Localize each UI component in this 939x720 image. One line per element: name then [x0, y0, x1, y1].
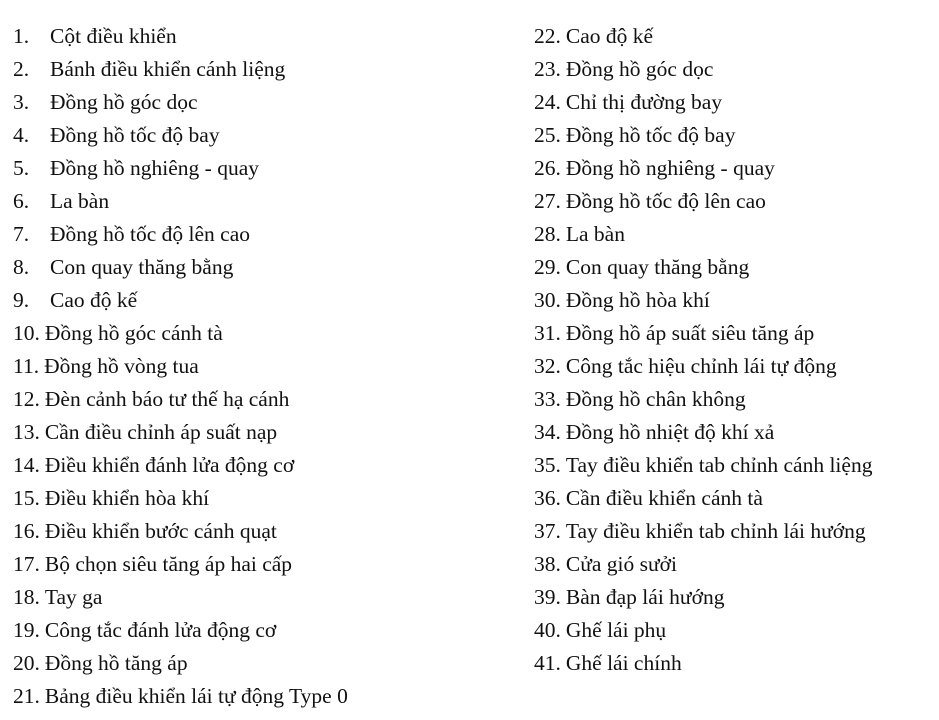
item-number: 40.	[534, 618, 561, 642]
list-item	[534, 383, 934, 416]
item-label: Đồng hồ nghiêng - quay	[50, 156, 259, 180]
list-item	[13, 185, 513, 218]
list-item	[13, 317, 513, 350]
item-label: Đồng hồ góc cánh tà	[44, 321, 223, 345]
item-number: 5.	[13, 156, 30, 180]
item-number: 4.	[13, 123, 30, 147]
item-label: Chỉ thị đường bay	[565, 90, 723, 114]
list-item	[13, 548, 513, 581]
list-item	[13, 383, 513, 416]
item-number: 17.	[13, 552, 40, 576]
item-number: 15.	[13, 486, 40, 510]
list-item	[534, 53, 934, 86]
item-label: Đồng hồ tốc độ bay	[565, 123, 736, 147]
item-label: Tay ga	[44, 585, 103, 609]
item-number: 33.	[534, 387, 561, 411]
item-number: 13.	[13, 420, 40, 444]
list-item	[534, 614, 934, 647]
item-label: Đồng hồ tốc độ bay	[50, 123, 220, 147]
item-number: 16.	[13, 519, 40, 543]
item-number: 21.	[13, 684, 40, 708]
item-number: 20.	[13, 651, 40, 675]
item-label: Cao độ kế	[565, 24, 654, 48]
item-number: 14.	[13, 453, 40, 477]
item-label: Đồng hồ tốc độ lên cao	[50, 222, 251, 246]
item-number: 28.	[534, 222, 561, 246]
item-label: Cần điều khiển cánh tà	[565, 486, 763, 510]
item-number: 2.	[13, 57, 30, 81]
item-number: 34.	[534, 420, 561, 444]
list-item	[534, 449, 934, 482]
list-item	[13, 416, 513, 449]
item-number: 41.	[534, 651, 561, 675]
item-label: Đồng hồ áp suất siêu tăng áp	[565, 321, 815, 345]
item-number: 25.	[534, 123, 561, 147]
item-number: 37.	[534, 519, 561, 543]
list-item	[534, 548, 934, 581]
item-label: Bảng điều khiển lái tự động Type 0	[44, 684, 348, 708]
item-label: Ghế lái phụ	[565, 618, 667, 642]
item-label: Đồng hồ góc dọc	[565, 57, 714, 81]
item-label: Đồng hồ chân không	[565, 387, 746, 411]
item-label: Đồng hồ vòng tua	[44, 354, 199, 378]
item-number: 11.	[13, 354, 40, 378]
list-item	[13, 515, 513, 548]
list-item	[13, 284, 513, 317]
list-item	[13, 647, 513, 680]
list-item	[534, 416, 934, 449]
item-label: La bàn	[50, 189, 110, 213]
list-item	[13, 614, 513, 647]
item-label: Đồng hồ tăng áp	[44, 651, 188, 675]
item-label: Bánh điều khiển cánh liệng	[50, 57, 286, 81]
list-item	[13, 20, 513, 53]
item-number: 3.	[13, 90, 30, 114]
item-number: 30.	[534, 288, 561, 312]
item-number: 10.	[13, 321, 40, 345]
item-label: Tay điều khiển tab chỉnh lái hướng	[565, 519, 866, 543]
list-item	[534, 119, 934, 152]
item-label: Ghế lái chính	[565, 651, 682, 675]
item-label: Con quay thăng bằng	[50, 255, 234, 279]
list-item	[13, 119, 513, 152]
list-item	[534, 317, 934, 350]
item-label: Công tắc hiệu chỉnh lái tự động	[565, 354, 837, 378]
item-label: Bàn đạp lái hướng	[565, 585, 725, 609]
item-number: 6.	[13, 189, 30, 213]
item-number: 32.	[534, 354, 561, 378]
list-item	[13, 86, 513, 119]
list-item	[534, 482, 934, 515]
item-label: Điều khiển hòa khí	[44, 486, 210, 510]
item-label: Công tắc đánh lửa động cơ	[44, 618, 277, 642]
left-legend-list	[13, 20, 513, 713]
item-number: 27.	[534, 189, 561, 213]
item-label: La bàn	[565, 222, 625, 246]
item-label: Cửa gió sưởi	[565, 552, 677, 576]
item-number: 39.	[534, 585, 561, 609]
list-item	[13, 218, 513, 251]
item-label: Tay điều khiển tab chỉnh cánh liệng	[565, 453, 873, 477]
item-number: 19.	[13, 618, 40, 642]
list-item	[534, 647, 934, 680]
item-label: Đồng hồ tốc độ lên cao	[565, 189, 766, 213]
item-number: 12.	[13, 387, 40, 411]
list-item	[13, 482, 513, 515]
list-item	[534, 515, 934, 548]
list-item	[13, 581, 513, 614]
item-label: Đèn cảnh báo tư thế hạ cánh	[44, 387, 290, 411]
list-item	[534, 185, 934, 218]
item-number: 35.	[534, 453, 561, 477]
item-number: 22.	[534, 24, 561, 48]
item-number: 7.	[13, 222, 30, 246]
item-label: Cần điều chỉnh áp suất nạp	[44, 420, 278, 444]
right-legend-list	[534, 20, 934, 680]
item-number: 38.	[534, 552, 561, 576]
item-label: Điều khiển đánh lửa động cơ	[44, 453, 295, 477]
item-number: 31.	[534, 321, 561, 345]
item-number: 1.	[13, 24, 30, 48]
list-item	[13, 449, 513, 482]
item-number: 8.	[13, 255, 30, 279]
item-label: Cột điều khiển	[50, 24, 177, 48]
item-number: 23.	[534, 57, 561, 81]
item-label: Đồng hồ hòa khí	[565, 288, 710, 312]
item-label: Đồng hồ nhiệt độ khí xả	[565, 420, 775, 444]
list-item	[13, 680, 513, 713]
list-item	[13, 53, 513, 86]
item-label: Đồng hồ góc dọc	[50, 90, 198, 114]
list-item	[534, 251, 934, 284]
item-number: 26.	[534, 156, 561, 180]
list-item	[534, 86, 934, 119]
item-label: Bộ chọn siêu tăng áp hai cấp	[44, 552, 293, 576]
list-item	[534, 20, 934, 53]
item-label: Điều khiển bước cánh quạt	[44, 519, 277, 543]
list-item	[534, 152, 934, 185]
list-item	[534, 218, 934, 251]
item-label: Con quay thăng bằng	[565, 255, 750, 279]
item-label: Cao độ kế	[50, 288, 138, 312]
list-item	[13, 251, 513, 284]
list-item	[13, 152, 513, 185]
list-item	[13, 350, 513, 383]
item-label: Đồng hồ nghiêng - quay	[565, 156, 775, 180]
item-number: 29.	[534, 255, 561, 279]
item-number: 36.	[534, 486, 561, 510]
list-item	[534, 581, 934, 614]
list-item	[534, 350, 934, 383]
item-number: 18.	[13, 585, 40, 609]
list-item	[534, 284, 934, 317]
item-number: 24.	[534, 90, 561, 114]
item-number: 9.	[13, 288, 30, 312]
